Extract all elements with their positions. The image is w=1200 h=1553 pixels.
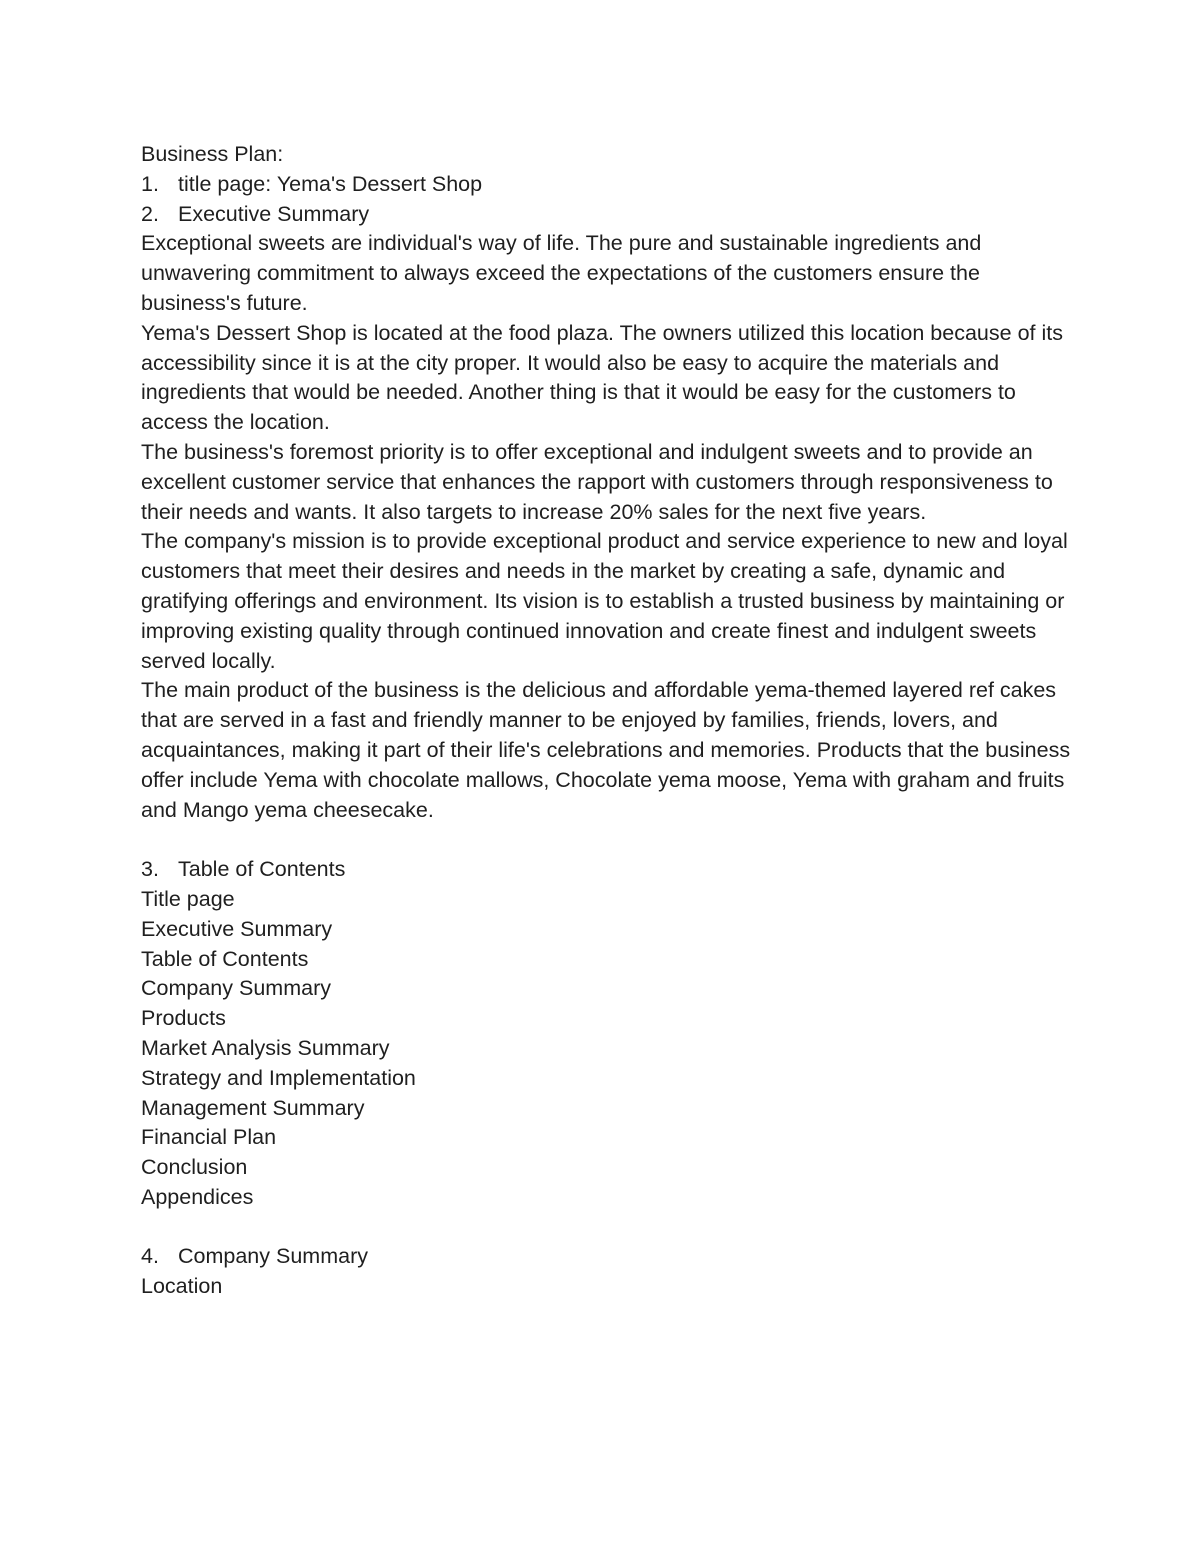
toc-entry: Company Summary <box>141 976 331 1001</box>
blank-line <box>141 825 1071 855</box>
list-item-title-page <box>141 170 1071 200</box>
paragraph-priority: The business's foremost priority is to offer exceptional and indulgent sweets and to provide an excellent customer service that enhances the rapport with customers through responsiveness to their needs and wants. It also targets to increase 20% sales for the next five years. <box>141 439 1053 524</box>
list-number: 2. <box>141 201 159 226</box>
list-text: Table of Contents <box>178 857 346 882</box>
location-label: Location <box>141 1274 223 1299</box>
toc-entry: Title page <box>141 886 235 911</box>
toc-entry: Executive Summary <box>141 916 333 941</box>
document-page <box>141 140 1071 1302</box>
paragraph-intro: Exceptional sweets are individual's way of life. The pure and sustainable ingredients and unwavering commitment to always exceed the expectations of the customers ensure the business's future. <box>141 231 982 315</box>
list-number: 1. <box>141 171 159 196</box>
toc-entry: Appendices <box>141 1184 254 1209</box>
document-heading: Business Plan: <box>141 142 284 166</box>
toc-entry: Management Summary <box>141 1095 365 1120</box>
toc-entry: Strategy and Implementation <box>141 1065 416 1090</box>
list-item-table-of-contents <box>141 855 1071 885</box>
list-number: 3. <box>141 857 159 882</box>
list-item-company-summary <box>141 1242 1071 1272</box>
blank-line <box>141 1213 1071 1243</box>
toc-entry: Market Analysis Summary <box>141 1035 390 1060</box>
paragraph-mission-vision: The company's mission is to provide exceptional product and service experience to new and loyal customers that meet their desires and needs in the market by creating a safe, dynamic and gratifying offerings and environment. Its vision is to establish a trusted business by maintaining or improving existing quality through continued innovation and create finest and indulgent sweets served locally. <box>141 529 1068 673</box>
list-item-executive-summary <box>141 200 1071 230</box>
toc-entry: Products <box>141 1006 226 1031</box>
paragraph-products: The main product of the business is the delicious and affordable yema-themed layered ref cakes that are served in a fast and friendly manner to be enjoyed by families, friends, lovers, and acquaintances, making it part of their life's celebrations and memories. Products that the business offer include Yema with chocolate mallows, Chocolate yema moose, Yema with graham and fruits and Mango yema cheesecake. <box>141 678 1071 822</box>
list-text: Executive Summary <box>178 201 370 226</box>
toc-entry: Conclusion <box>141 1155 248 1180</box>
toc-entry: Table of Contents <box>141 946 309 971</box>
toc-list <box>141 885 1071 1213</box>
list-text: Company Summary <box>178 1244 368 1269</box>
list-number: 4. <box>141 1244 159 1269</box>
toc-entry: Financial Plan <box>141 1125 277 1150</box>
list-text: title page: Yema's Dessert Shop <box>178 171 483 196</box>
paragraph-location: Yema's Dessert Shop is located at the food plaza. The owners utilized this location because of its accessibility since it is at the city proper. It would also be easy to acquire the materials and ingredients that would be needed. Another thing is that it would be easy for the customers to access the location. <box>141 320 1063 435</box>
